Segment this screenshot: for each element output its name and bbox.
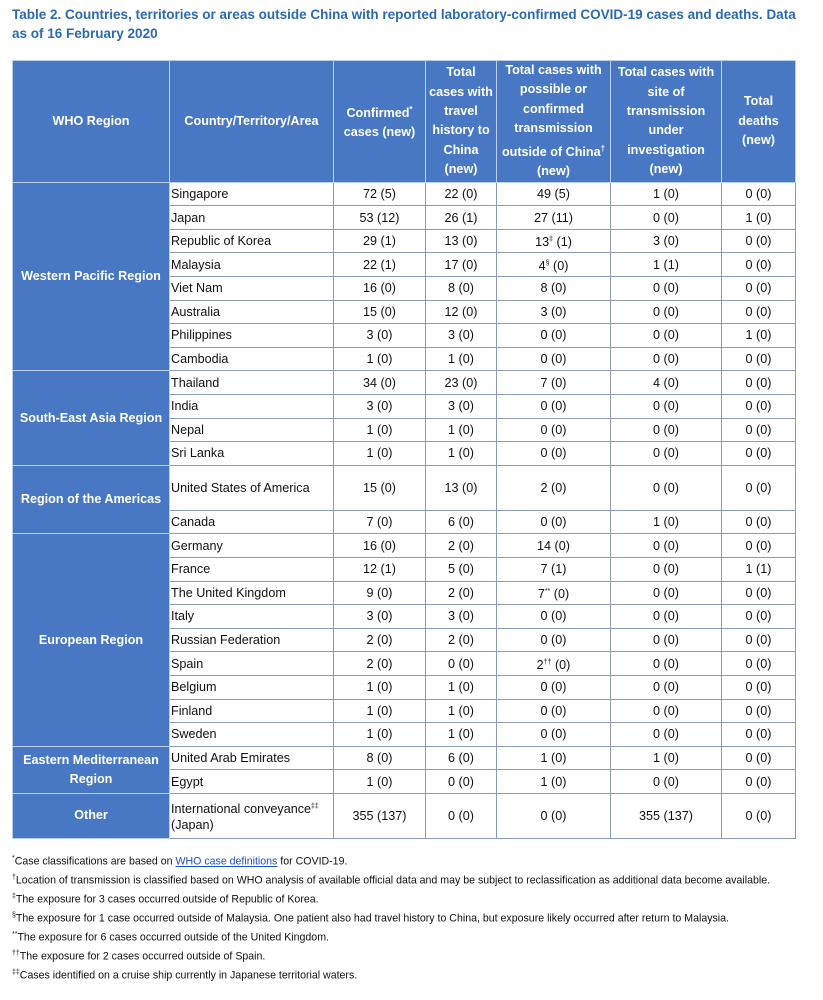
investigation-cell: 0 (0)	[611, 465, 722, 510]
confirmed-cell: 1 (0)	[334, 699, 426, 723]
deaths-cell: 0 (0)	[722, 418, 796, 442]
footnotes	[12, 851, 812, 984]
footnote-symbol: ††	[12, 950, 20, 958]
investigation-cell: 0 (0)	[611, 206, 722, 230]
table-row	[13, 371, 796, 395]
footnote-marker: ††	[543, 658, 552, 666]
deaths-cell: 0 (0)	[722, 510, 796, 534]
investigation-cell: 0 (0)	[611, 628, 722, 652]
confirmed-cell: 53 (12)	[334, 206, 426, 230]
outside-china-cell: 1 (0)	[497, 770, 611, 794]
travel-cell: 2 (0)	[426, 628, 497, 652]
deaths-cell: 0 (0)	[722, 723, 796, 747]
investigation-cell: 1 (1)	[611, 253, 722, 277]
outside-china-cell: 0 (0)	[497, 793, 611, 838]
outside-china-cell: 0 (0)	[497, 675, 611, 699]
outside-china-cell: 13‡ (1)	[497, 229, 611, 253]
outside-china-cell: 0 (0)	[497, 699, 611, 723]
investigation-cell: 1 (0)	[611, 746, 722, 770]
travel-cell: 13 (0)	[426, 465, 497, 510]
travel-cell: 1 (0)	[426, 442, 497, 466]
travel-cell: 8 (0)	[426, 277, 497, 301]
footnote: ‡The exposure for 3 cases occurred outside of Republic of Korea.	[12, 893, 319, 906]
deaths-cell: 0 (0)	[722, 465, 796, 510]
confirmed-cell: 15 (0)	[334, 300, 426, 324]
country-cell: Russian Federation	[170, 628, 334, 652]
travel-cell: 1 (0)	[426, 418, 497, 442]
footnote: **The exposure for 6 cases occurred outside of the United Kingdom.	[12, 931, 329, 944]
outside-china-cell: 0 (0)	[497, 628, 611, 652]
country-cell: Viet Nam	[170, 277, 334, 301]
deaths-cell: 0 (0)	[722, 347, 796, 371]
travel-cell: 1 (0)	[426, 723, 497, 747]
country-cell: Germany	[170, 534, 334, 558]
travel-cell: 26 (1)	[426, 206, 497, 230]
region-cell: Other	[13, 793, 170, 838]
travel-cell: 12 (0)	[426, 300, 497, 324]
investigation-cell: 0 (0)	[611, 394, 722, 418]
table-body	[13, 182, 796, 838]
country-cell: Egypt	[170, 770, 334, 794]
confirmed-cell: 9 (0)	[334, 581, 426, 605]
deaths-cell: 0 (0)	[722, 253, 796, 277]
footnote-symbol: *	[12, 855, 15, 862]
confirmed-cell: 29 (1)	[334, 229, 426, 253]
region-cell: Eastern Mediterranean Region	[13, 746, 170, 793]
investigation-cell: 0 (0)	[611, 277, 722, 301]
investigation-cell: 0 (0)	[611, 300, 722, 324]
country-cell: Finland	[170, 699, 334, 723]
deaths-cell: 1 (0)	[722, 206, 796, 230]
country-cell: Japan	[170, 206, 334, 230]
confirmed-cell: 2 (0)	[334, 652, 426, 676]
country-cell: Italy	[170, 605, 334, 629]
outside-china-cell: 0 (0)	[497, 347, 611, 371]
travel-cell: 23 (0)	[426, 371, 497, 395]
table-row	[13, 465, 796, 510]
deaths-cell: 0 (0)	[722, 699, 796, 723]
header-who-region: WHO Region	[13, 61, 170, 183]
deaths-cell: 0 (0)	[722, 770, 796, 794]
investigation-cell: 1 (0)	[611, 510, 722, 534]
investigation-cell: 0 (0)	[611, 534, 722, 558]
outside-china-cell: 27 (11)	[497, 206, 611, 230]
footnote-marker: §	[545, 259, 550, 267]
table-title: Table 2. Countries, territories or areas outside China with reported laboratory-confirmed COVID-19 cases and deaths. Data as of 16 February 2020	[12, 7, 796, 41]
deaths-cell: 0 (0)	[722, 652, 796, 676]
confirmed-cell: 3 (0)	[334, 394, 426, 418]
outside-china-cell: 0 (0)	[497, 442, 611, 466]
outside-china-cell: 0 (0)	[497, 723, 611, 747]
investigation-cell: 4 (0)	[611, 371, 722, 395]
outside-china-cell: 0 (0)	[497, 324, 611, 348]
investigation-cell: 1 (0)	[611, 182, 722, 206]
table-row	[13, 746, 796, 770]
region-cell: Western Pacific Region	[13, 182, 170, 371]
outside-china-cell: 7** (0)	[497, 581, 611, 605]
deaths-cell: 0 (0)	[722, 675, 796, 699]
travel-cell: 3 (0)	[426, 324, 497, 348]
country-cell: India	[170, 394, 334, 418]
travel-cell: 1 (0)	[426, 347, 497, 371]
deaths-cell: 1 (1)	[722, 557, 796, 581]
travel-cell: 22 (0)	[426, 182, 497, 206]
header-travel-history: Total cases with travel history to China (new)	[426, 61, 497, 183]
outside-china-cell: 8 (0)	[497, 277, 611, 301]
outside-china-cell: 0 (0)	[497, 605, 611, 629]
travel-cell: 1 (0)	[426, 675, 497, 699]
outside-china-cell: 2†† (0)	[497, 652, 611, 676]
footnote: *Case classifications are based on WHO case definitions for COVID-19.	[12, 855, 348, 868]
travel-cell: 1 (0)	[426, 699, 497, 723]
country-cell: Belgium	[170, 675, 334, 699]
deaths-cell: 1 (0)	[722, 324, 796, 348]
confirmed-cell: 34 (0)	[334, 371, 426, 395]
table-row	[13, 534, 796, 558]
travel-cell: 2 (0)	[426, 534, 497, 558]
investigation-cell: 0 (0)	[611, 605, 722, 629]
investigation-cell: 0 (0)	[611, 442, 722, 466]
country-cell: Australia	[170, 300, 334, 324]
region-cell: Region of the Americas	[13, 465, 170, 534]
who-case-definitions-link[interactable]: WHO case definitions	[175, 855, 278, 868]
deaths-cell: 0 (0)	[722, 300, 796, 324]
investigation-cell: 0 (0)	[611, 347, 722, 371]
footnote: †Location of transmission is classified based on WHO analysis of available official data and may be subject to reclassification as additional data become available.	[12, 874, 771, 887]
deaths-cell: 0 (0)	[722, 277, 796, 301]
header-total-deaths: Total deaths (new)	[722, 61, 796, 183]
travel-cell: 13 (0)	[426, 229, 497, 253]
country-cell: Republic of Korea	[170, 229, 334, 253]
country-cell: Thailand	[170, 371, 334, 395]
deaths-cell: 0 (0)	[722, 534, 796, 558]
country-cell: Philippines	[170, 324, 334, 348]
country-cell: The United Kingdom	[170, 581, 334, 605]
confirmed-cell: 22 (1)	[334, 253, 426, 277]
country-cell: Sweden	[170, 723, 334, 747]
investigation-cell: 0 (0)	[611, 418, 722, 442]
covid-cases-table	[12, 60, 796, 839]
country-cell: Cambodia	[170, 347, 334, 371]
investigation-cell: 0 (0)	[611, 581, 722, 605]
confirmed-cell: 1 (0)	[334, 418, 426, 442]
deaths-cell: 0 (0)	[722, 746, 796, 770]
investigation-cell: 0 (0)	[611, 675, 722, 699]
confirmed-cell: 72 (5)	[334, 182, 426, 206]
table-row	[13, 793, 796, 838]
footnote: §The exposure for 1 case occurred outside of Malaysia. One patient also had travel history to China, but exposure likely occurred after return to Malaysia.	[12, 912, 729, 925]
deaths-cell: 0 (0)	[722, 182, 796, 206]
investigation-cell: 0 (0)	[611, 557, 722, 581]
investigation-cell: 0 (0)	[611, 652, 722, 676]
confirmed-cell: 2 (0)	[334, 628, 426, 652]
deaths-cell: 0 (0)	[722, 581, 796, 605]
confirmed-cell: 1 (0)	[334, 723, 426, 747]
outside-china-cell: 49 (5)	[497, 182, 611, 206]
confirmed-cell: 8 (0)	[334, 746, 426, 770]
investigation-cell: 0 (0)	[611, 770, 722, 794]
footnote-symbol: **	[12, 931, 18, 939]
deaths-cell: 0 (0)	[722, 793, 796, 838]
travel-cell: 3 (0)	[426, 605, 497, 629]
country-cell: Canada	[170, 510, 334, 534]
confirmed-cell: 16 (0)	[334, 277, 426, 301]
investigation-cell: 3 (0)	[611, 229, 722, 253]
country-cell: United States of America	[170, 465, 334, 510]
travel-cell: 6 (0)	[426, 746, 497, 770]
country-cell: Spain	[170, 652, 334, 676]
footnote-marker: ‡	[549, 236, 554, 244]
header-country: Country/Territory/Area	[170, 61, 334, 183]
confirmed-cell: 15 (0)	[334, 465, 426, 510]
confirmed-cell: 3 (0)	[334, 324, 426, 348]
country-cell: Sri Lanka	[170, 442, 334, 466]
travel-cell: 0 (0)	[426, 793, 497, 838]
investigation-cell: 0 (0)	[611, 699, 722, 723]
confirmed-cell: 12 (1)	[334, 557, 426, 581]
deaths-cell: 0 (0)	[722, 229, 796, 253]
confirmed-cell: 355 (137)	[334, 793, 426, 838]
header-under-investigation: Total cases with site of transmission under investigation (new)	[611, 61, 722, 183]
deaths-cell: 0 (0)	[722, 628, 796, 652]
travel-cell: 0 (0)	[426, 652, 497, 676]
confirmed-cell: 1 (0)	[334, 347, 426, 371]
deaths-cell: 0 (0)	[722, 605, 796, 629]
country-cell: Singapore	[170, 182, 334, 206]
footnote-marker: ‡‡	[311, 802, 319, 810]
confirmed-cell: 7 (0)	[334, 510, 426, 534]
region-cell: European Region	[13, 534, 170, 746]
outside-china-cell: 0 (0)	[497, 394, 611, 418]
footnote-symbol: ‡‡	[12, 969, 20, 977]
footnote-symbol: §	[12, 912, 16, 920]
outside-china-cell: 14 (0)	[497, 534, 611, 558]
confirmed-cell: 16 (0)	[334, 534, 426, 558]
outside-china-cell: 4§ (0)	[497, 253, 611, 277]
region-cell: South-East Asia Region	[13, 371, 170, 465]
travel-cell: 17 (0)	[426, 253, 497, 277]
deaths-cell: 0 (0)	[722, 442, 796, 466]
footnote-marker: **	[544, 587, 551, 595]
investigation-cell: 355 (137)	[611, 793, 722, 838]
deaths-cell: 0 (0)	[722, 371, 796, 395]
country-cell: International conveyance‡‡ (Japan)	[170, 793, 334, 838]
country-cell: Nepal	[170, 418, 334, 442]
footnote-symbol: †	[12, 874, 16, 882]
confirmed-cell: 3 (0)	[334, 605, 426, 629]
outside-china-cell: 7 (0)	[497, 371, 611, 395]
outside-china-cell: 1 (0)	[497, 746, 611, 770]
confirmed-cell: 1 (0)	[334, 770, 426, 794]
outside-china-cell: 2 (0)	[497, 465, 611, 510]
outside-china-cell: 7 (1)	[497, 557, 611, 581]
deaths-cell: 0 (0)	[722, 394, 796, 418]
investigation-cell: 0 (0)	[611, 723, 722, 747]
travel-cell: 3 (0)	[426, 394, 497, 418]
country-cell: France	[170, 557, 334, 581]
travel-cell: 0 (0)	[426, 770, 497, 794]
header-outside-china: Total cases with possible or confirmed transmission outside of China† (new)	[497, 61, 611, 183]
confirmed-cell: 1 (0)	[334, 442, 426, 466]
outside-china-cell: 0 (0)	[497, 418, 611, 442]
travel-cell: 5 (0)	[426, 557, 497, 581]
footnote: ‡‡Cases identified on a cruise ship currently in Japanese territorial waters.	[12, 969, 358, 982]
outside-china-cell: 0 (0)	[497, 510, 611, 534]
travel-cell: 6 (0)	[426, 510, 497, 534]
travel-cell: 2 (0)	[426, 581, 497, 605]
confirmed-cell: 1 (0)	[334, 675, 426, 699]
footnote: ††The exposure for 2 cases occurred outside of Spain.	[12, 950, 266, 963]
footnote-symbol: ‡	[12, 893, 16, 901]
investigation-cell: 0 (0)	[611, 324, 722, 348]
header-confirmed: Confirmed* cases (new)	[334, 61, 426, 183]
outside-china-cell: 3 (0)	[497, 300, 611, 324]
table-row	[13, 182, 796, 206]
country-cell: Malaysia	[170, 253, 334, 277]
country-cell: United Arab Emirates	[170, 746, 334, 770]
